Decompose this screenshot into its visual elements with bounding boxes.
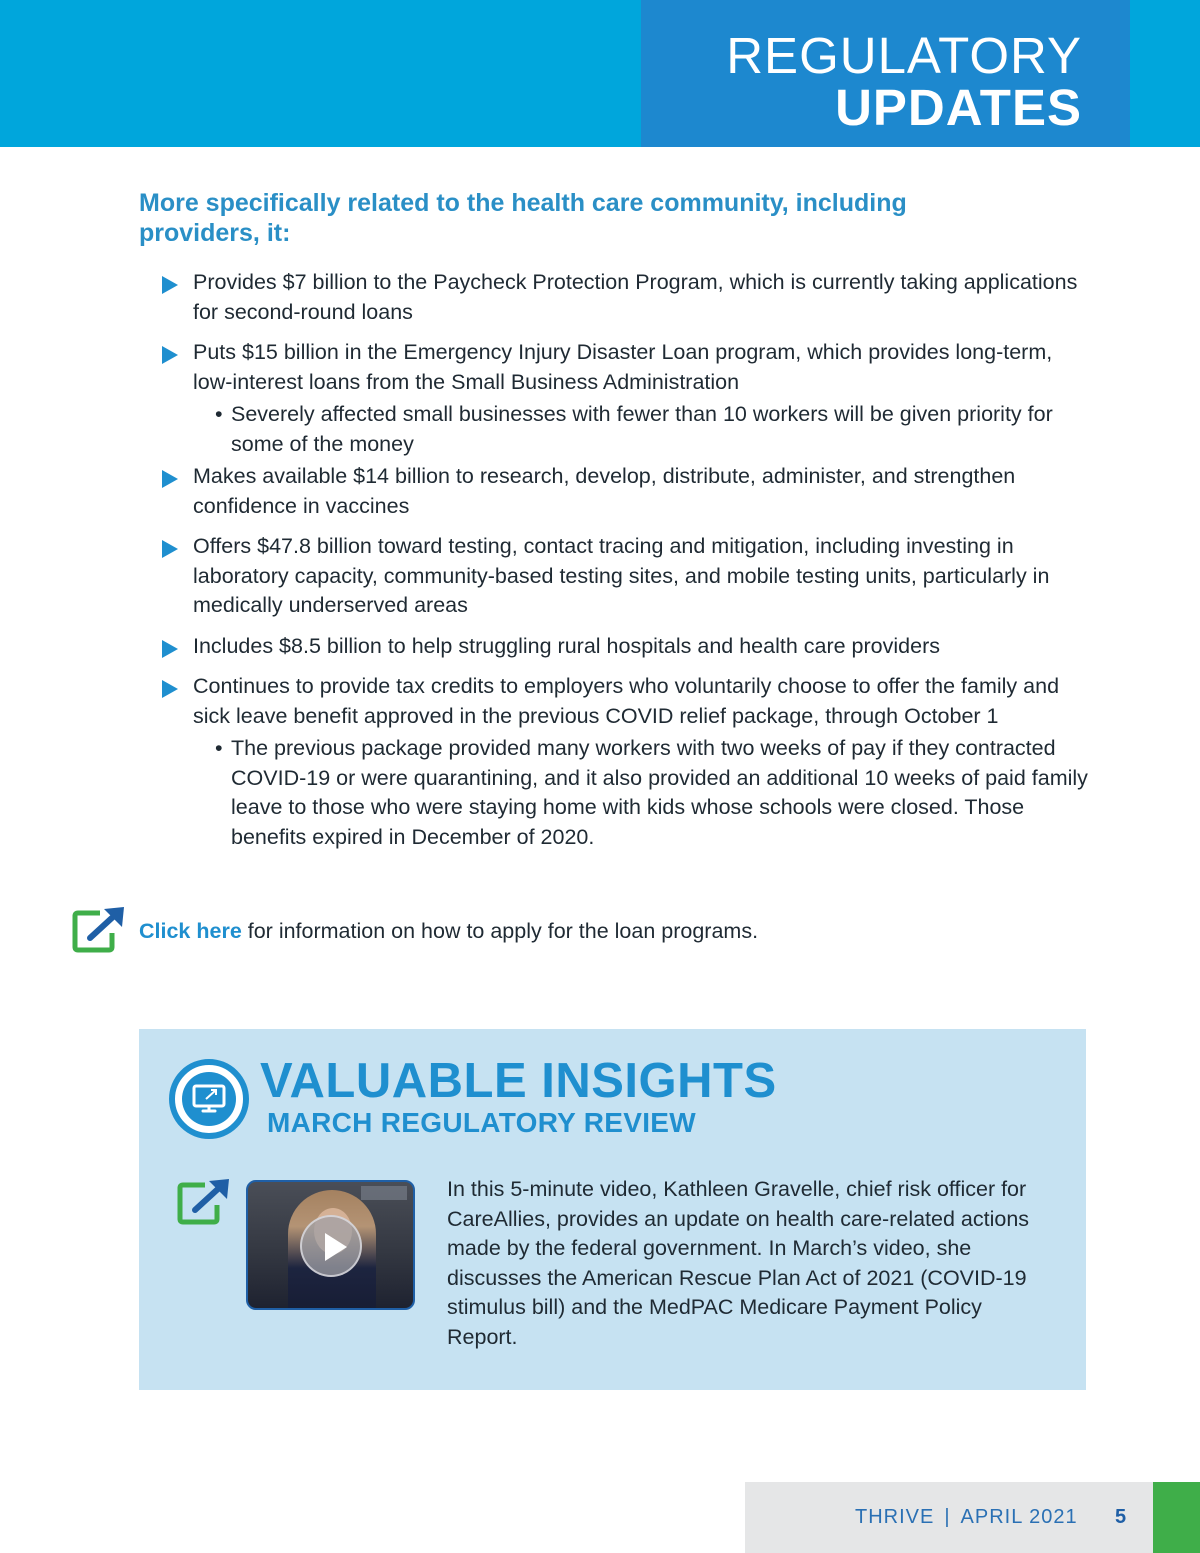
sub-list-item-text: Severely affected small businesses with fewer than 10 workers will be given priority for some of the money: [231, 402, 1053, 456]
sub-list-item: [215, 734, 1092, 852]
list-item: [162, 532, 1092, 621]
triangle-bullet-icon: [162, 470, 178, 488]
bullet-list: [162, 268, 1092, 855]
sub-list-item-text: The previous package provided many workers with two weeks of pay if they contracted COVID-19 or were quarantining, and it also provided an additional 10 weeks of paid family leave to those who were staying home with kids whose schools were closed. Those benefits expired in December of 2020.: [231, 736, 1088, 849]
list-item-text: Puts $15 billion in the Emergency Injury Disaster Loan program, which provides long-term, low-interest loans from the Small Business Administration: [193, 340, 1053, 394]
list-item: [162, 268, 1092, 327]
bullet-dot-icon: •: [215, 402, 223, 426]
list-item-text: Makes available $14 billion to research, develop, distribute, administer, and strengthen confidence in vaccines: [193, 464, 1016, 518]
issue-date: APRIL 2021: [960, 1506, 1078, 1528]
click-here-description: for information on how to apply for the loan programs.: [241, 919, 759, 943]
insights-title: VALUABLE INSIGHTS: [260, 1054, 777, 1108]
triangle-bullet-icon: [162, 640, 178, 658]
list-item-text: Includes $8.5 billion to help struggling rural hospitals and health care providers: [193, 633, 940, 658]
publication-name: THRIVE: [855, 1506, 935, 1528]
external-link-icon[interactable]: [72, 907, 124, 953]
external-link-icon[interactable]: [177, 1179, 229, 1225]
monitor-icon: [169, 1059, 249, 1139]
list-item: [162, 338, 1092, 397]
bullet-dot-icon: •: [215, 736, 223, 760]
footer-separator: |: [944, 1506, 951, 1528]
triangle-bullet-icon: [162, 680, 178, 698]
play-icon[interactable]: [300, 1215, 362, 1277]
page-title-line1: REGULATORY: [726, 27, 1082, 84]
click-here-link[interactable]: Click here: [139, 919, 242, 943]
footer-accent: [1153, 1482, 1200, 1553]
sub-list-item: [215, 400, 1092, 459]
list-item-text: Continues to provide tax credits to employers who voluntarily choose to offer the family and sick leave benefit approved in the previous COVID relief package, through October 1: [193, 674, 1060, 728]
page-title: [726, 27, 1082, 136]
triangle-bullet-icon: [162, 540, 178, 558]
list-item-text: Offers $47.8 billion toward testing, contact tracing and mitigation, including investing in laboratory capacity, community-based testing sites, and mobile testing units, particularly in medically underserved areas: [193, 534, 1050, 617]
list-item: [162, 632, 1092, 662]
insights-description: In this 5-minute video, Kathleen Gravelle, chief risk officer for CareAllies, provides an update on health care-related actions made by the federal government. In March’s video, she discusses the American Rescue Plan Act of 2021 (COVID-19 stimulus bill) and the MedPAC Medicare Payment Policy Report.: [447, 1177, 1030, 1349]
valuable-insights-box: [139, 1029, 1086, 1390]
list-item-text: Provides $7 billion to the Paycheck Protection Program, which is currently taking applications for second-round loans: [193, 270, 1078, 324]
page-number: 5: [1115, 1506, 1127, 1528]
list-item: [162, 672, 1092, 731]
list-item: [162, 462, 1092, 521]
page-title-line2: UPDATES: [835, 79, 1082, 136]
video-thumbnail[interactable]: [246, 1180, 415, 1310]
triangle-bullet-icon: [162, 276, 178, 294]
section-heading: More specifically related to the health care community, including providers, it:: [139, 189, 907, 247]
triangle-bullet-icon: [162, 346, 178, 364]
loan-info-line: [139, 916, 758, 946]
insights-subtitle: MARCH REGULATORY REVIEW: [267, 1107, 696, 1138]
footer-publication: [855, 1504, 1078, 1530]
video-background-sign: [361, 1186, 407, 1200]
